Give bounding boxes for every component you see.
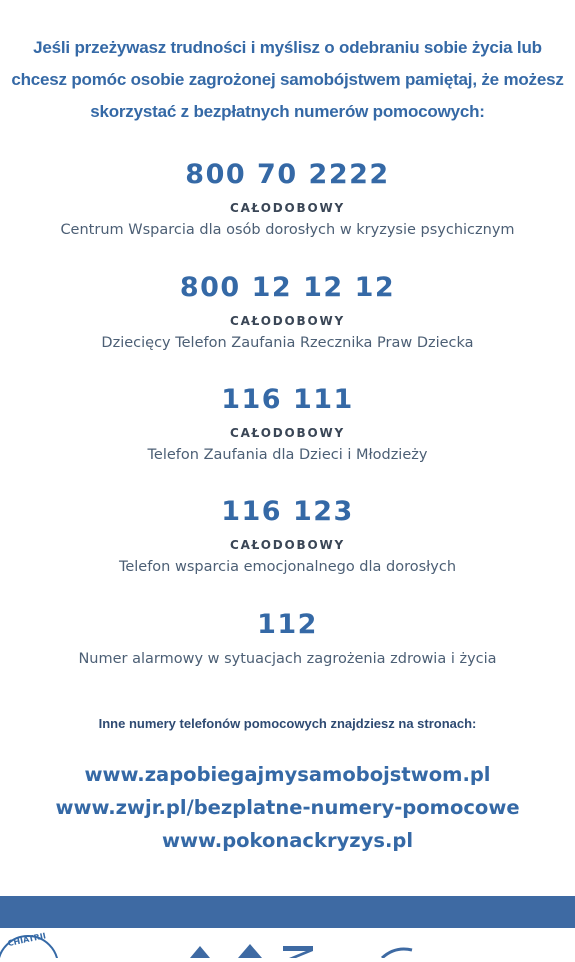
helpline-number[interactable]: 116 111 bbox=[221, 384, 354, 415]
website-link[interactable]: www.zwjr.pl/bezplatne-numery-pomocowe bbox=[55, 796, 520, 819]
website-link[interactable]: www.pokonackryzys.pl bbox=[161, 829, 413, 852]
partner-logos bbox=[0, 928, 575, 958]
helpline-description: Numer alarmowy w sytuacjach zagrożenia zdrowia i życia bbox=[78, 651, 497, 667]
helpline-description: Centrum Wsparcia dla osób dorosłych w kryzysie psychicznym bbox=[60, 222, 515, 238]
availability-label: CAŁODOBOWY bbox=[229, 201, 345, 215]
helpline-number[interactable]: 800 70 2222 bbox=[185, 159, 390, 190]
availability-label: CAŁODOBOWY bbox=[229, 426, 345, 440]
helpline-entry bbox=[0, 496, 575, 577]
helpline-number[interactable]: 800 12 12 12 bbox=[179, 272, 396, 303]
psychiatry-society-logo bbox=[0, 931, 58, 958]
availability-label: CAŁODOBOWY bbox=[229, 314, 345, 328]
intro-line: Jeśli przeżywasz trudności i myślisz o odebraniu sobie życia lub bbox=[33, 38, 542, 57]
intro-line: skorzystać z bezpłatnych numerów pomocowych: bbox=[90, 102, 485, 121]
helpline-entry bbox=[0, 272, 575, 353]
swoosh-logo bbox=[382, 949, 412, 958]
website-links bbox=[0, 758, 575, 857]
center-logo bbox=[190, 944, 313, 958]
helpline-entry bbox=[0, 384, 575, 465]
helpline-number[interactable]: 112 bbox=[257, 609, 318, 640]
helpline-number[interactable]: 116 123 bbox=[221, 496, 354, 527]
helpline-description: Telefon wsparcia emocjonalnego dla dorosłych bbox=[118, 559, 457, 575]
website-link[interactable]: www.zapobiegajmysamobojstwom.pl bbox=[84, 763, 491, 786]
availability-label: CAŁODOBOWY bbox=[229, 538, 345, 552]
more-info-text: Inne numery telefonów pomocowych znajdziesz na stronach: bbox=[98, 716, 477, 731]
svg-text:CHIATRII: CHIATRII bbox=[6, 931, 47, 949]
helpline-description: Telefon Zaufania dla Dzieci i Młodzieży bbox=[147, 447, 428, 463]
intro-text bbox=[0, 32, 575, 128]
intro-line: chcesz pomóc osobie zagrożonej samobójstwem pamiętaj, że możesz bbox=[11, 70, 564, 89]
helpline-entry bbox=[0, 159, 575, 240]
footer-band bbox=[0, 896, 575, 928]
helpline-entry bbox=[0, 609, 575, 669]
partner-logos-image bbox=[0, 928, 575, 958]
helpline-description: Dziecięcy Telefon Zaufania Rzecznika Praw Dziecka bbox=[101, 335, 474, 351]
